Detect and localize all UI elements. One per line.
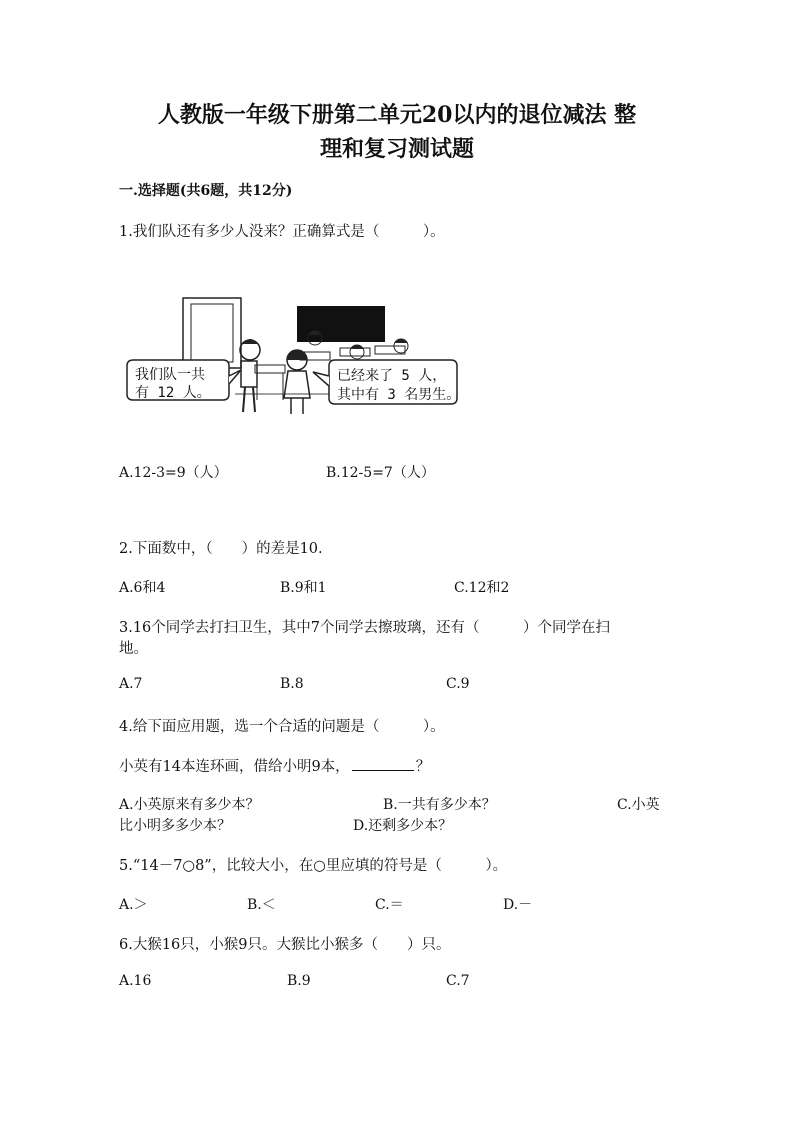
q6-option-a[interactable]: A.16 (119, 973, 152, 989)
problem-text: 小英有14本连环画，借给小明9本， (119, 759, 350, 775)
q6-option-c[interactable]: C.7 (446, 973, 470, 989)
q5-option-a[interactable]: A.＞ (119, 897, 148, 913)
problem-question-mark: ？ (415, 759, 431, 775)
q2-option-c[interactable]: C.12和2 (454, 580, 510, 596)
q4-option-a[interactable]: A.小英原来有多少本？ (119, 797, 260, 813)
answer-blank (352, 756, 414, 771)
q2-option-a[interactable]: A.6和4 (119, 580, 166, 596)
classroom-illustration (125, 290, 470, 420)
q4-option-c-part2[interactable]: 比小明多多少本？ (119, 818, 231, 834)
q5-option-b[interactable]: B.＜ (247, 897, 276, 913)
speech-right-line2: 其中有 3 名男生。 (337, 387, 461, 403)
question-4: 4.给下面应用题，选一个合适的问题是（ ）。 (119, 719, 445, 735)
q4-option-b[interactable]: B.一共有多少本？ (383, 797, 496, 813)
q3-option-b[interactable]: B.8 (280, 676, 304, 692)
question-4-problem (119, 755, 430, 776)
q3-option-a[interactable]: A.7 (119, 676, 143, 692)
question-2: 2.下面数中，（ ）的差是10. (119, 541, 323, 557)
q4-option-c-part1[interactable]: C.小英 (617, 797, 660, 813)
section-heading: 一.选择题(共6题，共12分) (119, 183, 293, 199)
q4-option-d[interactable]: D.还剩多少本？ (353, 818, 453, 834)
q1-option-b[interactable]: B.12-5=7（人） (326, 465, 435, 481)
q2-option-b[interactable]: B.9和1 (280, 580, 327, 596)
question-1: 1.我们队还有多少人没来？正确算式是（ ）。 (119, 224, 445, 240)
question-6: 6.大猴16只，小猴9只。大猴比小猴多（ ）只。 (119, 937, 451, 953)
q3-option-c[interactable]: C.9 (446, 676, 470, 692)
q1-option-a[interactable]: A.12-3=9（人） (119, 465, 228, 481)
page-title-line2: 理和复习测试题 (319, 136, 474, 162)
speech-left-line2: 有 12 人。 (135, 385, 211, 401)
q5-option-d[interactable]: D.－ (503, 897, 533, 913)
speech-left-line1: 我们队一共 (135, 367, 205, 383)
question-3-line2: 地。 (119, 641, 148, 657)
q5-option-c[interactable]: C.＝ (375, 897, 404, 913)
question-5: 5.“14－7○8”，比较大小，在○里应填的符号是（ ）。 (119, 858, 508, 874)
q6-option-b[interactable]: B.9 (287, 973, 311, 989)
speech-right-line1: 已经来了 5 人， (337, 368, 447, 384)
page-title-line1: 人教版一年级下册第二单元20以内的退位减法 整 (157, 102, 637, 128)
question-3-line1: 3.16个同学去打扫卫生，其中7个同学去擦玻璃，还有（ ）个同学在扫 (119, 620, 611, 636)
